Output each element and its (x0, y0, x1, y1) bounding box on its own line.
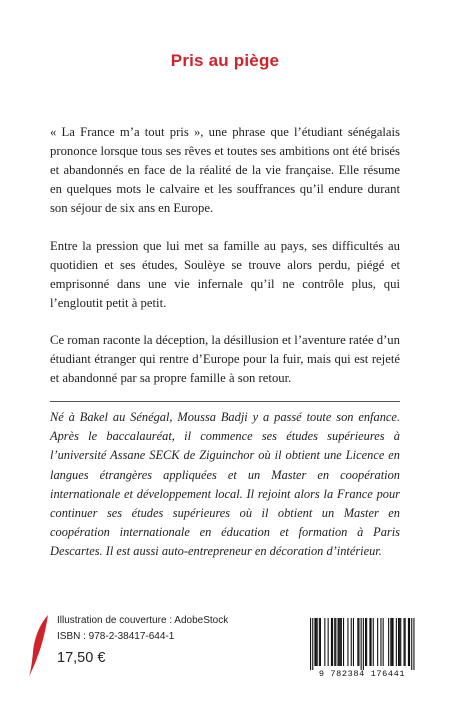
barcode-bar (332, 618, 333, 666)
barcode-bar (353, 618, 354, 666)
barcode-bar (369, 618, 370, 666)
barcode-bar (409, 618, 410, 666)
barcode-bar (351, 618, 352, 666)
barcode-bar (371, 618, 372, 666)
barcode-bar (366, 618, 367, 666)
synopsis-paragraph-1: « La France m’a tout pris », une phrase que l’étudiant sénégalais prononce lorsque tous ses rêves et toutes ses ambitions ont été brisés et abandonnés en face de la réalité de la vie française. Elle résume en quelques mots le calvaire et les souffrances qu’il endure durant son séjour de six ans en Europe. (50, 125, 400, 215)
barcode-bar (380, 618, 381, 666)
barcode-bar (404, 618, 405, 666)
barcode-bar (341, 618, 342, 666)
isbn-barcode (305, 616, 419, 682)
barcode-bar (398, 618, 399, 666)
barcode-bar (334, 618, 335, 666)
barcode-bar (396, 618, 397, 666)
barcode-number: 9 782384 176441 (318, 669, 406, 679)
barcode-bar (363, 618, 364, 670)
barcode-bar (339, 618, 340, 666)
barcode-bar (343, 618, 344, 666)
barcode-bar (390, 618, 391, 666)
barcode-bar (357, 618, 358, 666)
barcode-bar (358, 618, 359, 666)
barcode-bar (347, 618, 348, 666)
synopsis-paragraph-3: Ce roman raconte la déception, la désillusion et l’aventure ratée d’un étudiant étranger qui rentre d’Europe pour la fuir, mais qui est rejeté et abandonné par sa propre famille à son retour. (50, 333, 400, 385)
barcode-bar (331, 618, 332, 666)
barcode-bar (335, 618, 336, 666)
barcode-bar (411, 618, 412, 670)
barcode-bars (305, 616, 419, 670)
barcode-bar (377, 618, 378, 666)
barcode-bar (383, 618, 384, 666)
barcode-bar (320, 618, 321, 666)
publication-info (57, 613, 297, 670)
barcode-bar (393, 618, 394, 666)
barcode-bar (319, 618, 320, 666)
barcode-bar (373, 618, 374, 666)
barcode-bar (388, 618, 389, 666)
barcode-bar (361, 618, 362, 670)
barcode-bar (317, 618, 318, 666)
barcode-bar (310, 618, 311, 670)
barcode-bar (328, 618, 329, 666)
feather-quill-icon (28, 614, 50, 678)
barcode-bar (391, 618, 392, 666)
section-divider (50, 401, 400, 402)
barcode-bar (399, 618, 400, 666)
barcode-bar (365, 618, 366, 666)
barcode-bar (400, 618, 401, 666)
barcode-bar (312, 618, 313, 670)
isbn-text: ISBN : 978-2-38417-644-1 (57, 631, 175, 642)
price: 17,50 € (57, 650, 106, 666)
book-title: Pris au piège (170, 51, 280, 70)
barcode-bar (316, 618, 317, 666)
barcode-bar (324, 618, 325, 666)
barcode-bar (413, 618, 414, 670)
barcode-bar (340, 618, 341, 666)
barcode-bar (405, 618, 406, 666)
barcode-bar (408, 618, 409, 666)
barcode-bar (314, 618, 315, 666)
author-bio: Né à Bakel au Sénégal, Moussa Badji y a passé toute son enfance. Après le baccalauréat, il commence ses études supérieures à l’université Assane SECK de Ziguinchor où il obtient une Licence en langues étrangères appliquées et un Master en coopération internationale et développement local. Il rejoint alors la France pour continuer ses études supérieures où il obtient un Master en coopération internationale en éducation et formation à Paris Descartes. Il est aussi auto-entrepreneur en décoration d’intérieur. (50, 410, 400, 559)
illustration-credit: Illustration de couverture : AdobeStock (57, 615, 229, 626)
barcode-bar (338, 618, 339, 666)
synopsis-paragraph-2: Entre la pression que lui met sa famille au pays, ses difficultés au quotidien et ses études, Soulèye se trouve alors perdu, piégé et emprisonné dans une vie infernale qu’il ne contrôle plus, qui l’engloutit petit à petit. (50, 239, 400, 310)
